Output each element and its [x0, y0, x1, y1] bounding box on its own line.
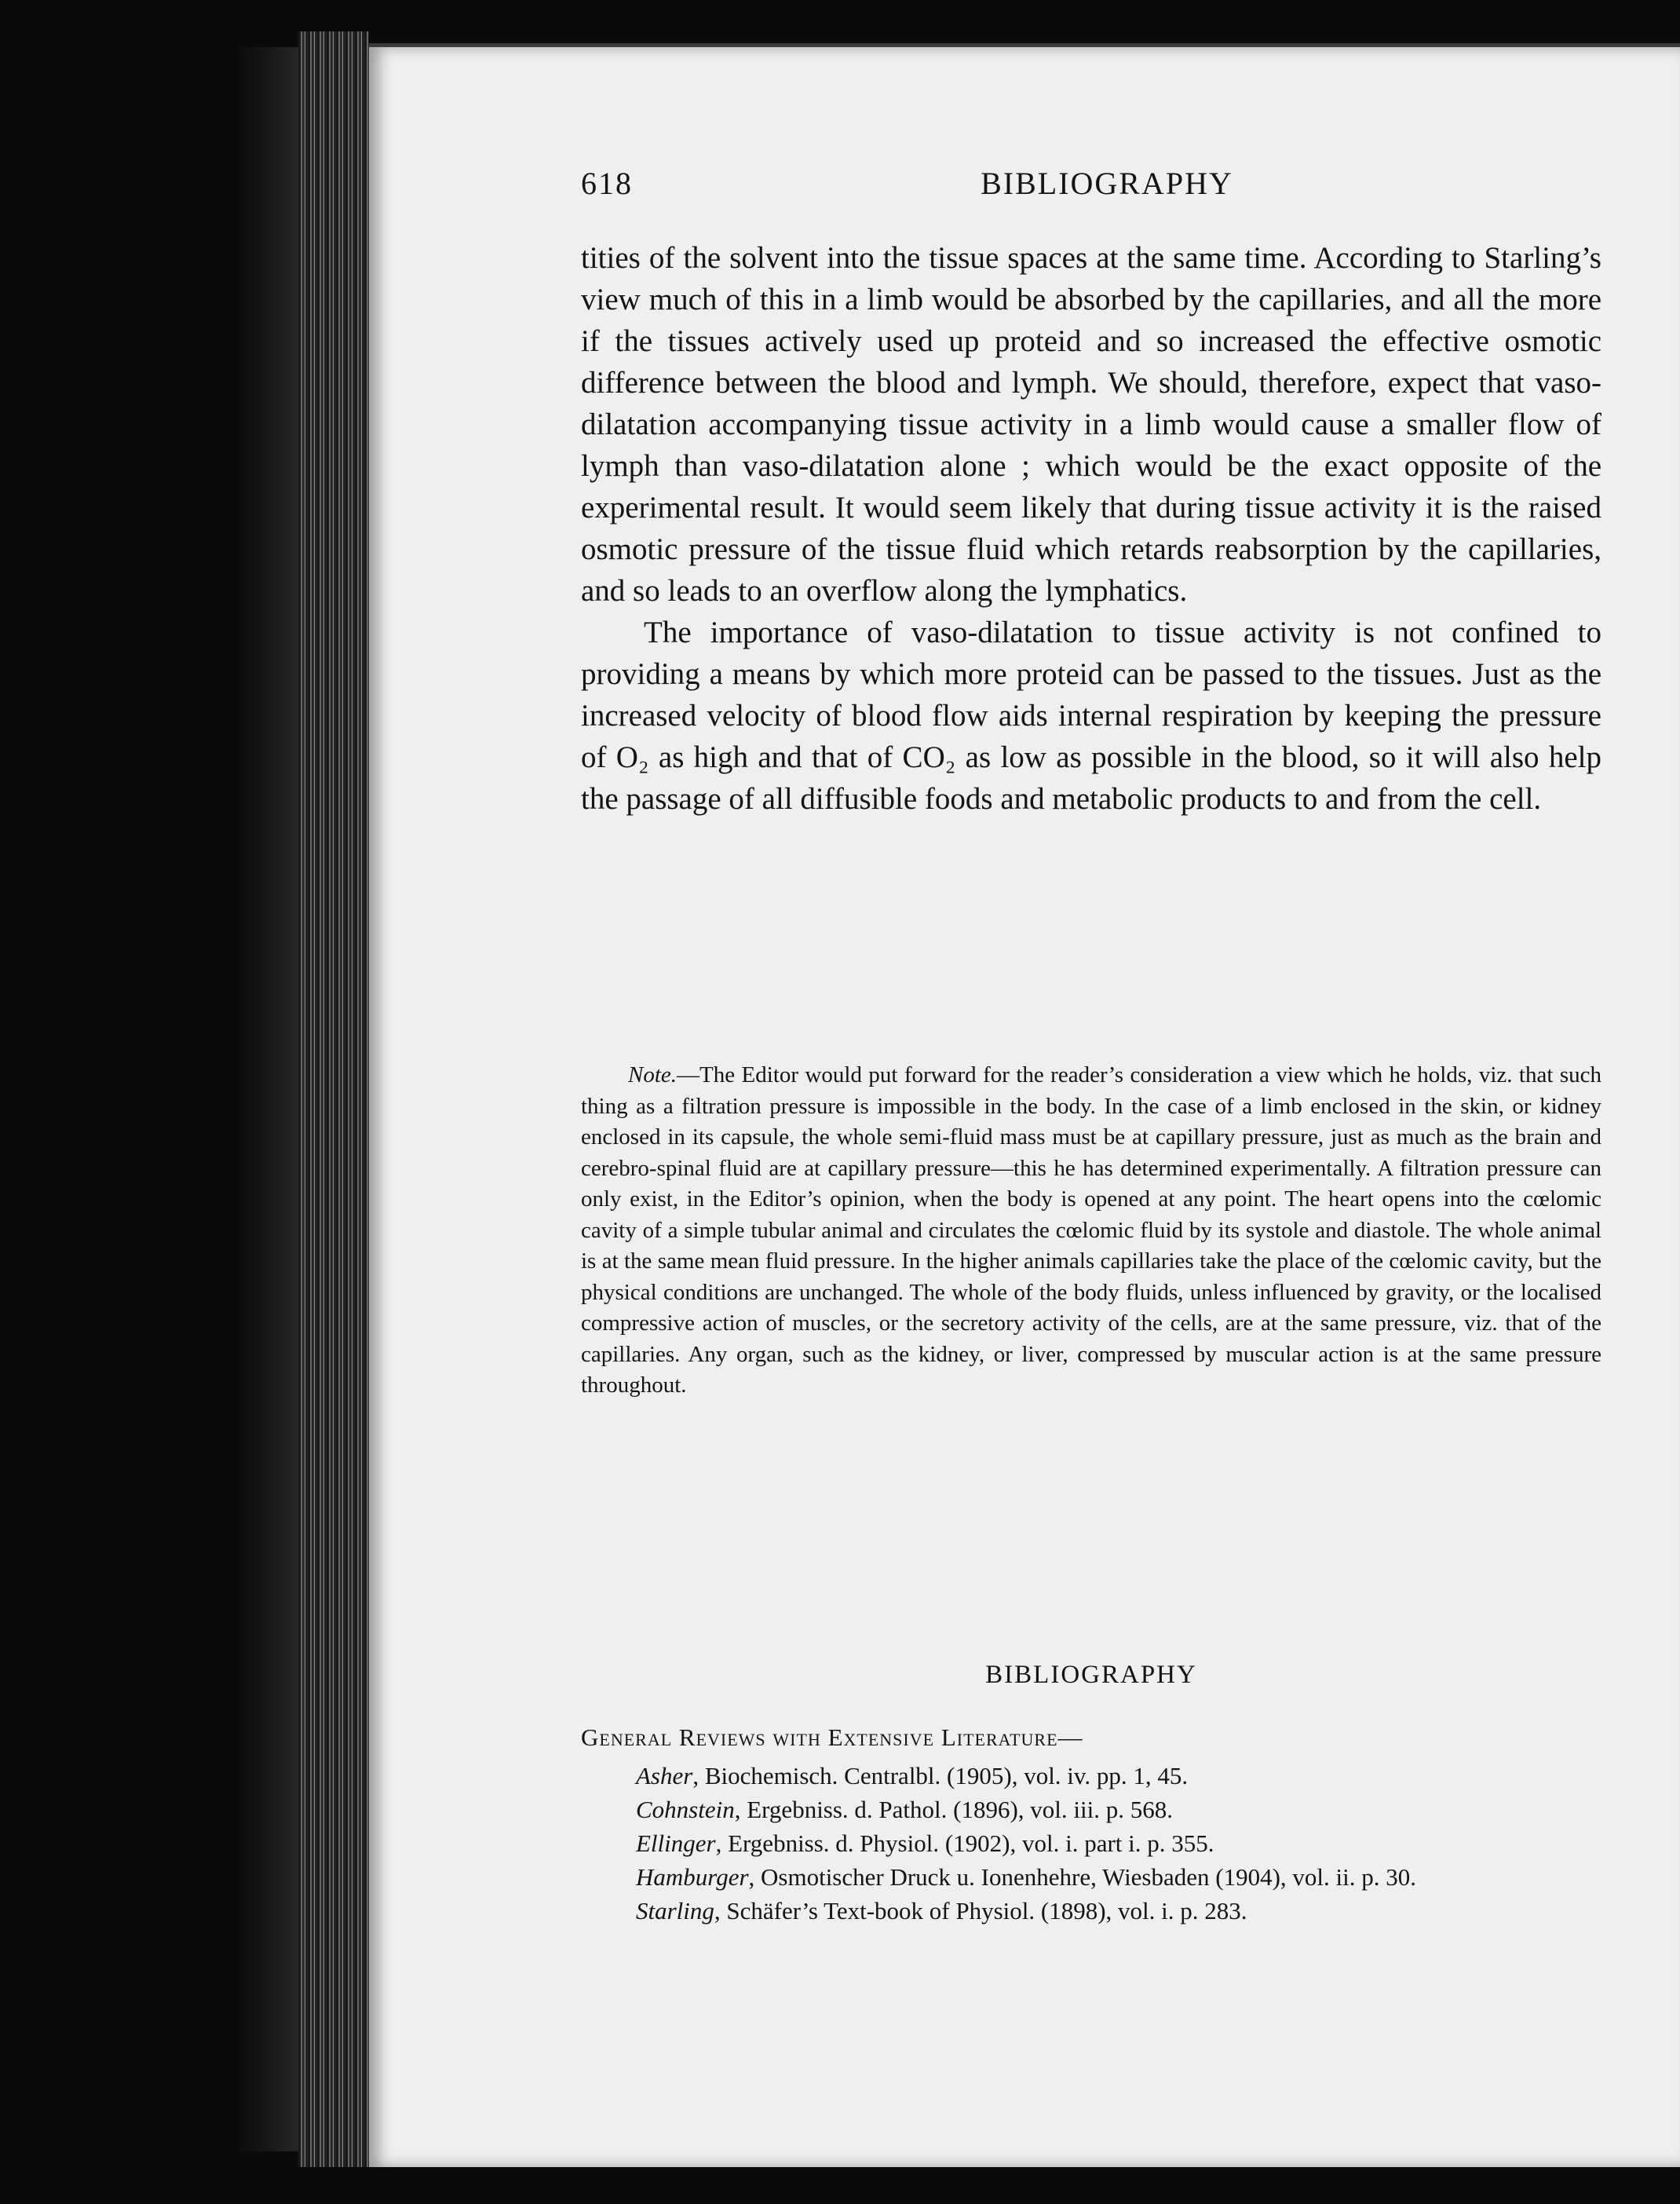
reference-author: Starling	[636, 1897, 714, 1924]
paragraph-2: The importance of vaso-dilatation to tissue activity is not confined to providing a means by which more proteid can be passed to the tissues. Just as the increased velocity of blood flow aids internal respiration by keeping the pressure of O₂ as high and that of CO₂ as low as possible in the blood, so it will also help the passage of all diffusible foods and metabolic products to and from the cell.	[581, 616, 1601, 816]
note-paragraph	[581, 1060, 1601, 1402]
reference-item	[581, 1826, 1601, 1860]
reference-item	[581, 1793, 1601, 1826]
reference-item	[581, 1759, 1601, 1793]
reference-citation: , Ergebniss. d. Physiol. (1902), vol. i. part i. p. 355.	[715, 1829, 1214, 1857]
reference-item	[581, 1860, 1601, 1894]
book-spine-shadow	[236, 47, 306, 2151]
running-head	[581, 165, 1633, 212]
reference-citation: , Ergebniss. d. Pathol. (1896), vol. iii. p. 568.	[734, 1796, 1174, 1823]
reference-list	[581, 1759, 1601, 1928]
book-page-edges	[298, 31, 369, 2167]
paragraph-1: tities of the solvent into the tissue spaces at the same time. According to Starling’s view much of this in a limb would be absorbed by the capillaries, and all the more if the tissues actively used up proteid and so increased the effective osmotic difference between the blood and lymph. We should, therefore, expect that vaso-dilatation accompanying tissue activity in a limb would cause a smaller flow of lymph than vaso-dilatation alone ; which would be the exact opposite of the experimental result. It would seem likely that during tissue activity it is the raised osmotic pressure of the tissue fluid which retards reabsorption by the capillaries, and so leads to an overflow along the lymphatics.	[581, 241, 1601, 608]
bibliography-section-heading: General Reviews with Extensive Literature—	[581, 1723, 1083, 1751]
book-page	[369, 47, 1680, 2167]
note-text: —The Editor would put forward for the reader’s consideration a view which he holds, viz. that such thing as a filtration pressure is impossible in the body. In the case of a limb enclosed in the skin, or kidney enclosed in its capsule, the whole semi-fluid mass must be at capillary pressure, just as much as the brain and cerebro-spinal fluid are at capillary pressure—this he has determined experimentally. A filtration pressure can only exist, in the Editor’s opinion, when the body is opened at any point. The heart opens into the cœlomic cavity of a simple tubular animal and circulates the cœlomic fluid by its systole and diastole. The whole animal is at the same mean fluid pressure. In the higher animals capillaries take the place of the cœlomic cavity, but the physical conditions are unchanged. The whole of the body fluids, unless influenced by gravity, or the localised compressive action of muscles, or the secretory activity of the cells, are at the same pressure, viz. that of the capillaries. Any organ, such as the kidney, or liver, compressed by muscular action is at the same pressure throughout.	[581, 1062, 1601, 1398]
reference-item	[581, 1894, 1601, 1928]
running-head-title: BIBLIOGRAPHY	[981, 166, 1233, 201]
reference-citation: , Osmotischer Druck u. Ionenhehre, Wiesbaden (1904), vol. ii. p. 30.	[748, 1863, 1417, 1891]
reference-author: Cohnstein	[636, 1796, 735, 1823]
reference-citation: , Schäfer’s Text-book of Physiol. (1898), vol. i. p. 283.	[714, 1897, 1247, 1924]
reference-author: Hamburger	[636, 1863, 749, 1891]
page-number: 618	[581, 166, 633, 201]
main-text	[581, 237, 1601, 820]
reference-citation: , Biochemisch. Centralbl. (1905), vol. iv. pp. 1, 45.	[692, 1762, 1189, 1789]
reference-author: Ellinger	[636, 1829, 716, 1857]
bibliography-heading: BIBLIOGRAPHY	[985, 1661, 1197, 1689]
editor-note	[581, 1060, 1601, 1402]
reference-author: Asher	[636, 1762, 693, 1789]
note-label: Note.	[628, 1062, 677, 1087]
